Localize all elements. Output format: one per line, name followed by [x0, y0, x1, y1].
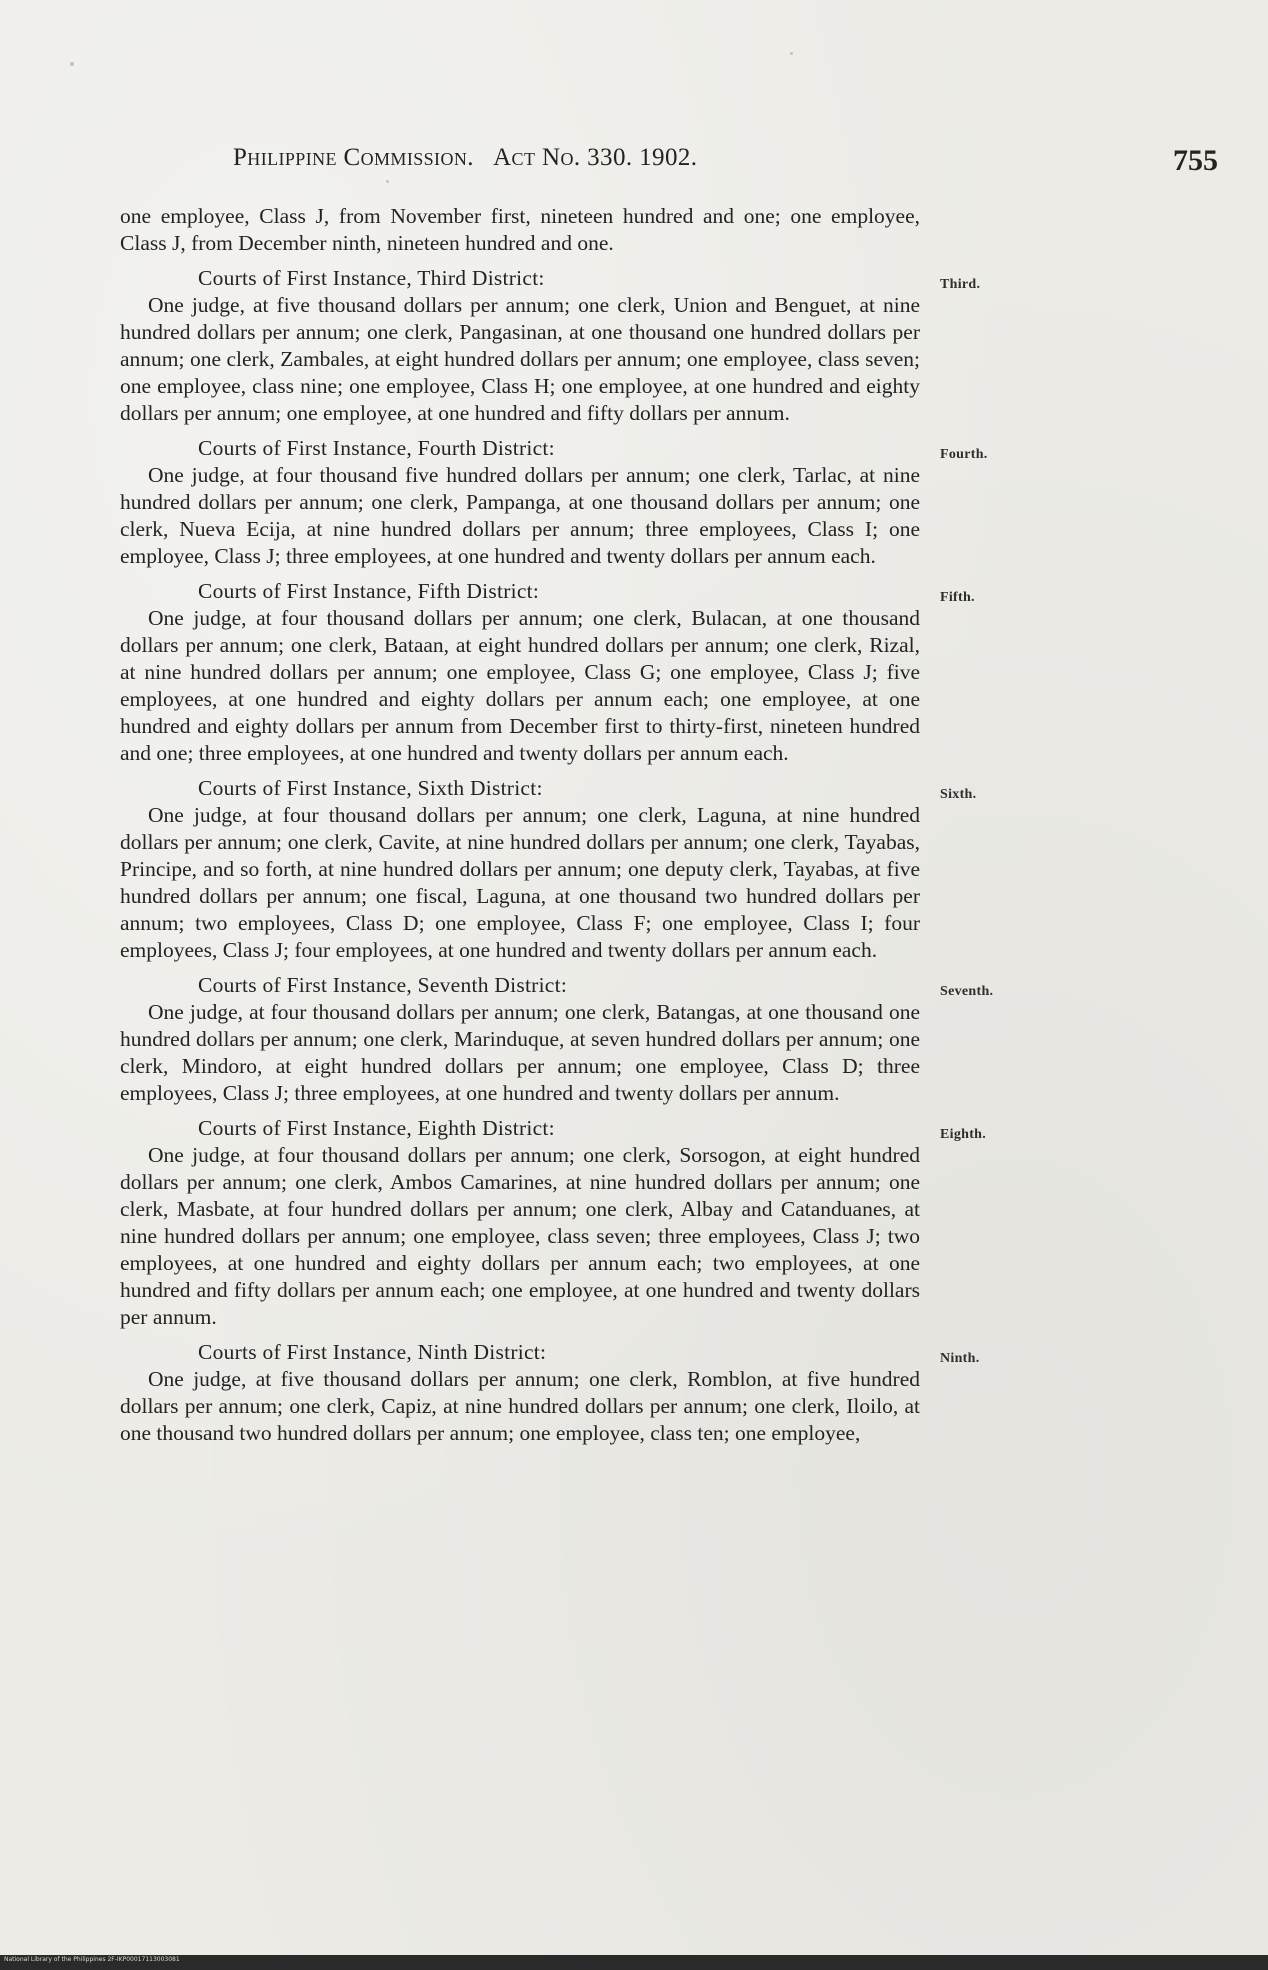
- section-paragraph: One judge, at five thousand dollars per annum; one clerk, Romblon, at five hundred dollars per annum; one clerk, Capiz, at nine hundred dollars per annum; one clerk, Iloilo, at one thousand two hundred dollars per annum; one employee, class ten; one employee,: [120, 1367, 920, 1445]
- margin-note: Eighth.: [940, 1127, 987, 1142]
- scan-speck: [790, 52, 793, 55]
- section-ninth-district: [120, 1339, 980, 1447]
- scan-speck: [70, 62, 74, 66]
- section-paragraph: One judge, at four thousand dollars per annum; one clerk, Sorsogon, at eight hundred dollars per annum; one clerk, Ambos Camarines, at nine hundred dollars per annum; one clerk, Masbate, at four hundred dollars per annum; one clerk, Albay and Catanduanes, at nine hundred dollars per annum; one employee, class seven; three employees, Class J; two employees, at one hundred and eighty dollars per annum each; two employees, at one hundred and fifty dollars per annum each; one employee, at one hundred and twenty dollars per annum.: [120, 1143, 920, 1329]
- continuation-paragraph: one employee, Class J, from November first, nineteen hundred and one; one employee, Class J, from December ninth, nineteen hundred and one.: [120, 204, 920, 255]
- section-heading: Courts of First Instance, Ninth District:: [198, 1340, 547, 1364]
- section-heading: Courts of First Instance, Fourth District:: [198, 436, 555, 460]
- page-header: [0, 144, 1268, 184]
- section-eighth-district: [120, 1115, 987, 1331]
- margin-note: Fifth.: [940, 590, 975, 605]
- running-head-commission: Philippine Commission.: [233, 144, 474, 171]
- section-fifth-district: [120, 578, 975, 767]
- scan-credit: National Library of the Philippines 2F-IKP00017113003081: [4, 1956, 180, 1963]
- section-heading: Courts of First Instance, Seventh District:: [198, 973, 568, 997]
- section-paragraph: One judge, at four thousand five hundred dollars per annum; one clerk, Tarlac, at nine hundred dollars per annum; one clerk, Pampanga, at one thousand dollars per annum; one clerk, Nueva Ecija, at nine hundred dollars per annum; three employees, Class I; one employee, Class J; three employees, at one hundred and twenty dollars per annum each.: [120, 463, 920, 568]
- section-sixth-district: [120, 775, 977, 964]
- section-heading: Courts of First Instance, Eighth District:: [198, 1116, 555, 1140]
- section-paragraph: One judge, at four thousand dollars per annum; one clerk, Batangas, at one thousand one hundred dollars per annum; one clerk, Marinduque, at seven hundred dollars per annum; one clerk, Mindoro, at eight hundred dollars per annum; one employee, Class D; three employees, Class J; three employees, at one hundred and twenty dollars per annum.: [120, 1000, 920, 1105]
- section-paragraph: One judge, at five thousand dollars per annum; one clerk, Union and Benguet, at nine hundred dollars per annum; one clerk, Pangasinan, at one thousand one hundred dollars per annum; one clerk, Zambales, at eight hundred dollars per annum; one employee, class seven; one employee, class nine; one employee, Class H; one employee, at one hundred and eighty dollars per annum; one employee, at one hundred and fifty dollars per annum.: [120, 293, 920, 425]
- margin-note: Third.: [940, 277, 981, 292]
- section-third-district: [120, 265, 981, 427]
- section-heading: Courts of First Instance, Sixth District:: [198, 776, 543, 800]
- section-heading: Courts of First Instance, Fifth District:: [198, 579, 540, 603]
- page-body: [120, 203, 994, 1455]
- section-paragraph: One judge, at four thousand dollars per annum; one clerk, Laguna, at nine hundred dollars per annum; one clerk, Cavite, at nine hundred dollars per annum; one clerk, Tayabas, Principe, and so forth, at nine hundred dollars per annum; one deputy clerk, Tayabas, at five hundred dollars per annum; one fiscal, Laguna, at one thousand two hundred dollars per annum; two employees, Class D; one employee, Class F; one employee, Class I; four employees, Class J; four employees, at one hundred and twenty dollars per annum each.: [120, 803, 920, 962]
- section-seventh-district: [120, 972, 994, 1107]
- running-head: [233, 144, 697, 172]
- section-fourth-district: [120, 435, 988, 570]
- section-paragraph: One judge, at four thousand dollars per annum; one clerk, Bulacan, at one thousand dollars per annum; one clerk, Bataan, at eight hundred dollars per annum; one clerk, Rizal, at nine hundred dollars per annum; one employee, Class G; one employee, Class J; five employees, at one hundred and eighty dollars per annum each; one employee, at one hundred and eighty dollars per annum from December first to thirty-first, nineteen hundred and one; three employees, at one hundred and twenty dollars per annum each.: [120, 606, 920, 765]
- margin-note: Seventh.: [940, 984, 994, 999]
- section-heading: Courts of First Instance, Third District:: [198, 266, 545, 290]
- margin-note: Fourth.: [940, 447, 988, 462]
- margin-note: Ninth.: [940, 1351, 980, 1366]
- scan-footer-strip: [0, 1955, 1268, 1970]
- running-head-act: Act No. 330. 1902.: [493, 144, 698, 171]
- page-number: 755: [1173, 144, 1218, 177]
- margin-note: Sixth.: [940, 787, 977, 802]
